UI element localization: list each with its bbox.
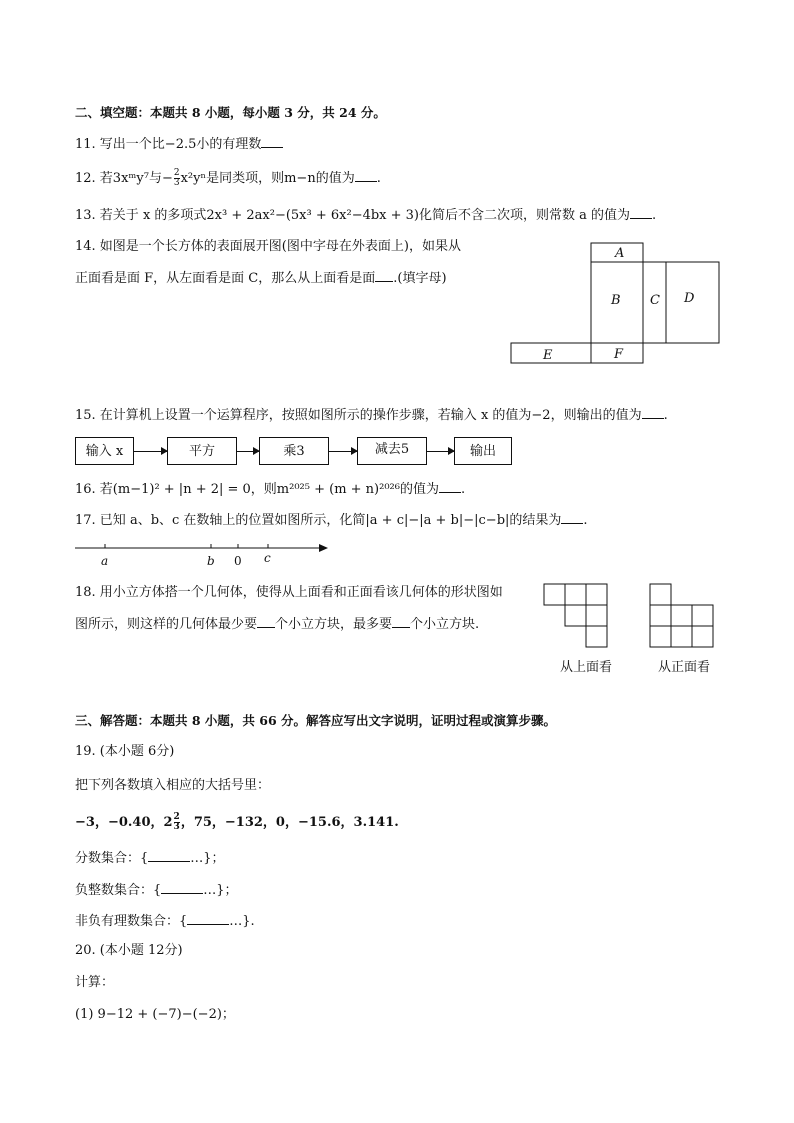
mixed-fraction: $\frac{2}{3}$ bbox=[173, 812, 180, 832]
flow-box-output: 输出 bbox=[454, 437, 512, 465]
fraction-sign: − bbox=[161, 171, 173, 186]
question-17-text: 17. 已知 a、b、c 在数轴上的位置如图所示，化简|a + c|−|a + b|−|c−b|的结果为 bbox=[75, 513, 562, 528]
answer-blank bbox=[257, 615, 275, 628]
fraction-set-label: 分数集合：{ bbox=[75, 851, 149, 866]
answer-blank bbox=[375, 269, 393, 282]
number-line-label-b: b bbox=[207, 554, 215, 568]
question-14-line-1: 14. 如图是一个长方体的表面展开图(图中字母在外表面上)，如果从 bbox=[75, 239, 461, 254]
number-line-label-a: a bbox=[101, 554, 109, 568]
net-label-d: D bbox=[684, 291, 695, 306]
flow-arrow bbox=[329, 451, 357, 452]
answer-blank bbox=[261, 135, 283, 148]
question-12: 12. 若3xᵐy⁷与− $\frac{2}{3}$ x²yⁿ是同类项，则m−n的值为 . bbox=[75, 168, 381, 188]
section-3-header: 三、解答题：本题共 8 小题，共 66 分。解答应写出文字说明，证明过程或演算步骤。 bbox=[75, 713, 557, 728]
question-18-text-a: 图所示，则这样的几何体最少要 bbox=[75, 617, 258, 632]
net-label-b: B bbox=[611, 293, 621, 308]
section-2-header: 二、填空题：本题共 8 小题，每小题 3 分，共 24 分。 bbox=[75, 105, 386, 120]
non-negative-rational-set: 非负有理数集合：{ …}. bbox=[75, 914, 255, 929]
question-18-text-c: 个小立方块. bbox=[410, 617, 480, 632]
numbers-part-b: ，75，−132，0，−15.6，3.141. bbox=[180, 815, 399, 830]
question-18-text-b: 个小立方块，最多要 bbox=[275, 617, 393, 632]
flow-box-square: 平方 bbox=[167, 437, 237, 465]
question-18-line-2 bbox=[75, 615, 479, 634]
front-view-grid bbox=[646, 580, 716, 650]
net-label-a: A bbox=[615, 246, 625, 261]
net-label-f: F bbox=[614, 347, 624, 362]
answer-blank bbox=[355, 169, 377, 182]
number-line-label-c: c bbox=[264, 551, 271, 565]
question-11-text: 11. 写出一个比−2.5小的有理数 bbox=[75, 137, 262, 152]
question-15: 15. 在计算机上设置一个运算程序，按照如图所示的操作步骤，若输入 x 的值为−2，则输出的值为 . bbox=[75, 408, 668, 423]
flow-box-input: 输入 x bbox=[75, 437, 134, 465]
question-19-instruction: 把下列各数填入相应的大括号里： bbox=[75, 778, 271, 793]
answer-blank bbox=[187, 912, 229, 925]
numbers-part-a: −3，−0.40，2 bbox=[75, 815, 173, 830]
flow-arrow bbox=[427, 451, 454, 452]
question-19-numbers bbox=[75, 813, 399, 832]
answer-blank bbox=[439, 480, 461, 493]
number-line-figure bbox=[70, 538, 335, 572]
question-13: 13. 若关于 x 的多项式2x³ + 2ax²−(5x³ + 6x²−4bx + 3)化简后不含二次项，则常数 a 的值为 . bbox=[75, 208, 657, 223]
number-line-label-zero: 0 bbox=[234, 554, 242, 568]
question-16-text: 16. 若(m−1)² + |n + 2| = 0，则m²⁰²⁵ + (m + n)²⁰²⁶的值为 bbox=[75, 482, 439, 497]
flow-arrow bbox=[134, 451, 167, 452]
net-label-c: C bbox=[650, 293, 660, 308]
non-negative-rational-set-label: 非负有理数集合：{ bbox=[75, 914, 188, 929]
answer-blank bbox=[630, 206, 652, 219]
net-label-e: E bbox=[543, 348, 553, 363]
question-20-title: 20. (本小题 12分) bbox=[75, 943, 183, 958]
answer-blank bbox=[642, 406, 664, 419]
question-17: 17. 已知 a、b、c 在数轴上的位置如图所示，化简|a + c|−|a + b|−|c−b|的结果为 . bbox=[75, 513, 588, 528]
negative-integer-set: 负整数集合：{ …}； bbox=[75, 883, 238, 898]
question-14-text: 正面看是面 F，从左面看是面 C，那么从上面看是面 bbox=[75, 271, 376, 286]
top-view-caption: 从上面看 bbox=[560, 660, 613, 675]
question-12-text-a: 12. 若3xᵐy⁷与 bbox=[75, 171, 162, 186]
question-15-text: 15. 在计算机上设置一个运算程序，按照如图所示的操作步骤，若输入 x 的值为−2，则输出的值为 bbox=[75, 408, 642, 423]
flow-arrow bbox=[237, 451, 259, 452]
question-13-text: 13. 若关于 x 的多项式2x³ + 2ax²−(5x³ + 6x²−4bx + 3)化简后不含二次项，则常数 a 的值为 bbox=[75, 208, 631, 223]
question-12-text-b: x²yⁿ是同类项，则m−n的值为 bbox=[180, 171, 355, 186]
question-14-line-2 bbox=[75, 269, 447, 288]
question-14-tail: .(填字母) bbox=[393, 271, 447, 286]
question-18-line-1: 18. 用小立方体搭一个几何体，使得从上面看和正面看该几何体的形状图如 bbox=[75, 585, 503, 600]
question-20-instruction: 计算： bbox=[75, 975, 115, 990]
question-11 bbox=[75, 135, 283, 154]
answer-blank bbox=[561, 511, 583, 524]
flow-box-multiply: 乘3 bbox=[259, 437, 329, 465]
flow-box-subtract: 减去5 bbox=[357, 437, 427, 465]
question-19-title: 19. (本小题 6分) bbox=[75, 744, 175, 759]
question-16: 16. 若(m−1)² + |n + 2| = 0，则m²⁰²⁵ + (m + n)²⁰²⁶的值为 . bbox=[75, 482, 466, 497]
top-view-grid bbox=[540, 580, 610, 650]
fraction-two-thirds: $\frac{2}{3}$ bbox=[173, 168, 180, 188]
front-view-caption: 从正面看 bbox=[658, 660, 711, 675]
cuboid-net-figure bbox=[505, 238, 725, 368]
answer-blank bbox=[392, 615, 410, 628]
negative-integer-set-label: 负整数集合：{ bbox=[75, 883, 162, 898]
question-20-part-1: (1) 9−12 + (−7)−(−2)； bbox=[75, 1007, 235, 1022]
answer-blank bbox=[148, 849, 190, 862]
answer-blank bbox=[161, 881, 203, 894]
fraction-set: 分数集合：{ …}； bbox=[75, 851, 225, 866]
